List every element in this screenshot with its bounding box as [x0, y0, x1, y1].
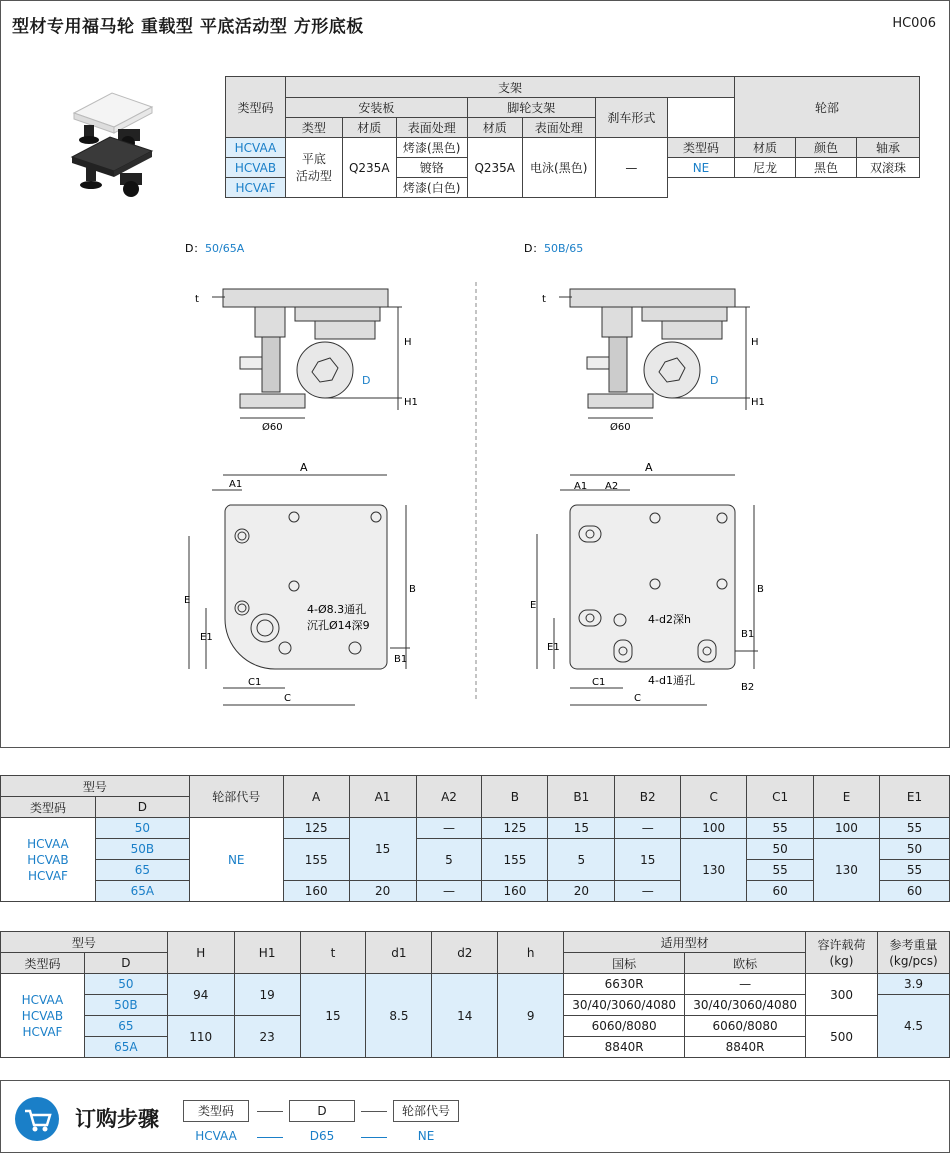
cell: 6060/8080: [564, 1016, 685, 1037]
right-D: D: [710, 374, 719, 387]
cell: 6630R: [564, 974, 685, 995]
load-th-eu: 欧标: [685, 953, 806, 974]
dim-th-A1: A1: [349, 776, 416, 818]
cell: 50: [879, 839, 949, 860]
cell: —: [615, 881, 681, 902]
dim-th-B2: B2: [615, 776, 681, 818]
wheel-th-code: 类型码: [667, 138, 734, 158]
dim-D: 50: [95, 818, 189, 839]
top-view-right: [537, 475, 758, 705]
th-typecode: 类型码: [226, 77, 286, 138]
step-box-wheelcode: 轮部代号: [393, 1100, 459, 1122]
right-H1: H1: [751, 397, 765, 408]
step-val-wheelcode: NE: [417, 1129, 435, 1143]
left-hole-note2: 沉孔Ø14深9: [307, 619, 370, 632]
wheel-bearing: 双滚珠: [856, 158, 919, 178]
cell: 300: [806, 974, 878, 1016]
spec-surface: 镀铬: [396, 158, 467, 178]
load-th-d2: d2: [432, 932, 498, 974]
cell: —: [416, 818, 482, 839]
dimension-table: [0, 775, 950, 902]
cell: 55: [747, 818, 814, 839]
cell: 130: [814, 839, 880, 902]
spec-surface: 烤漆(黑色): [396, 138, 467, 158]
load-D: 65A: [84, 1037, 167, 1058]
load-D: 50B: [84, 995, 167, 1016]
step-dash: [257, 1111, 283, 1112]
page-title: 型材专用福马轮 重载型 平底活动型 方形底板: [12, 17, 364, 37]
cell: 14: [432, 974, 498, 1058]
dim-th-D: D: [95, 797, 189, 818]
cell: 30/40/3060/4080: [685, 995, 806, 1016]
left-B: B: [409, 584, 416, 595]
load-th-weight: 参考重量 (kg/pcs): [877, 932, 949, 974]
dim-D: 65: [95, 860, 189, 881]
cell: 94: [167, 974, 234, 1016]
spec-surface: 烤漆(白色): [396, 178, 467, 198]
dim-th-B1: B1: [548, 776, 615, 818]
left-D: D: [362, 374, 371, 387]
cell: 19: [234, 974, 300, 1016]
cell: —: [615, 818, 681, 839]
cell: 125: [283, 818, 349, 839]
left-t: t: [195, 294, 199, 305]
cell: 125: [482, 818, 548, 839]
right-C: C: [634, 693, 641, 704]
load-th-h: h: [498, 932, 564, 974]
cell: 15: [615, 839, 681, 881]
th-caster: 脚轮支架: [467, 98, 595, 118]
dim-th-wheelcode: 轮部代号: [189, 776, 283, 818]
order-title: 订购步骤: [75, 1107, 159, 1131]
right-B: B: [757, 584, 764, 595]
th-type: 类型: [285, 118, 342, 138]
left-A1: A1: [229, 479, 243, 490]
left-d-value: 50/65A: [205, 242, 245, 255]
left-E1: E1: [200, 632, 213, 643]
wheel-th-bearing: 轴承: [856, 138, 919, 158]
left-H1: H1: [404, 397, 418, 408]
dim-th-E: E: [814, 776, 880, 818]
wheel-color: 黑色: [795, 158, 856, 178]
spec-material2: Q235A: [467, 138, 522, 198]
step-dash: [361, 1111, 387, 1112]
cell: 160: [283, 881, 349, 902]
right-d-label: D：: [524, 242, 544, 255]
step-box-D: D: [289, 1100, 355, 1122]
left-H: H: [404, 337, 412, 348]
load-th-d1: d1: [366, 932, 432, 974]
right-dia: Ø60: [610, 422, 631, 433]
cell: 9: [498, 974, 564, 1058]
right-A1: A1: [574, 481, 588, 492]
order-steps: [0, 1080, 950, 1153]
load-th-H: H: [167, 932, 234, 974]
right-A: A: [645, 461, 653, 474]
load-th-t: t: [300, 932, 366, 974]
right-E1: E1: [547, 642, 560, 653]
side-view-left: [212, 289, 402, 418]
cell: 130: [681, 839, 747, 902]
load-codes: HCVAA HCVAB HCVAF: [1, 974, 85, 1058]
cell: 8840R: [564, 1037, 685, 1058]
cell: 8.5: [366, 974, 432, 1058]
wheel-code: NE: [667, 158, 734, 178]
th-material: 材质: [342, 118, 396, 138]
th-mount: 安装板: [285, 98, 467, 118]
dim-th-A: A: [283, 776, 349, 818]
left-B1: B1: [394, 654, 408, 665]
cell: 6060/8080: [685, 1016, 806, 1037]
load-th-model: 型号: [1, 932, 168, 953]
cell: 15: [300, 974, 366, 1058]
left-C1: C1: [248, 677, 262, 688]
step-dash: [361, 1137, 387, 1138]
dim-codes: HCVAA HCVAB HCVAF: [1, 818, 96, 902]
dim-wheel: NE: [189, 818, 283, 902]
load-th-H1: H1: [234, 932, 300, 974]
dim-th-B: B: [482, 776, 548, 818]
dim-D: 50B: [95, 839, 189, 860]
right-t: t: [542, 294, 546, 305]
cart-icon: [15, 1097, 59, 1141]
left-E: E: [184, 595, 191, 606]
dim-D: 65A: [95, 881, 189, 902]
load-D: 50: [84, 974, 167, 995]
cell: 60: [879, 881, 949, 902]
cell: 155: [283, 839, 349, 881]
dim-th-model: 型号: [1, 776, 190, 797]
wheel-th-material: 材质: [735, 138, 796, 158]
cell: —: [685, 974, 806, 995]
cell: 15: [548, 818, 615, 839]
th-wheel: 轮部: [735, 77, 920, 138]
cell: 55: [879, 818, 949, 839]
cell: 160: [482, 881, 548, 902]
left-A: A: [300, 461, 308, 474]
th-surface2: 表面处理: [522, 118, 595, 138]
left-dia: Ø60: [262, 422, 283, 433]
cell: 5: [548, 839, 615, 881]
cell: 23: [234, 1016, 300, 1058]
right-d-value: 50B/65: [544, 242, 584, 255]
right-B1: B1: [741, 629, 755, 640]
load-D: 65: [84, 1016, 167, 1037]
cell: 30/40/3060/4080: [564, 995, 685, 1016]
left-C: C: [284, 693, 291, 704]
right-B2: B2: [741, 682, 755, 693]
left-hole-note1: 4-Ø8.3通孔: [307, 603, 367, 616]
load-table: [0, 931, 950, 1058]
dim-th-typecode: 类型码: [1, 797, 96, 818]
dim-th-A2: A2: [416, 776, 482, 818]
right-d2-note: 4-d2深h: [648, 613, 691, 626]
step-dash: [257, 1137, 283, 1138]
load-th-typecode: 类型码: [1, 953, 85, 974]
load-th-D: D: [84, 953, 167, 974]
cell: 100: [814, 818, 880, 839]
step-val-typecode: HCVAA: [195, 1129, 237, 1143]
cell: 155: [482, 839, 548, 881]
cell: 100: [681, 818, 747, 839]
right-d1-note: 4-d1通孔: [648, 674, 695, 687]
right-C1: C1: [592, 677, 606, 688]
spec-code: HCVAB: [226, 158, 286, 178]
cell: 5: [416, 839, 482, 881]
cell: 20: [548, 881, 615, 902]
spec-type: 平底 活动型: [285, 138, 342, 198]
th-surface: 表面处理: [396, 118, 467, 138]
th-brake: 刹车形式: [595, 98, 667, 138]
right-E: E: [530, 600, 537, 611]
top-view-left: [189, 475, 410, 705]
load-th-profile: 适用型材: [564, 932, 806, 953]
product-code: HC006: [892, 16, 936, 31]
cell: 20: [349, 881, 416, 902]
spec-code: HCVAA: [226, 138, 286, 158]
load-th-load: 容许载荷 (kg): [806, 932, 878, 974]
step-val-D: D65: [309, 1129, 335, 1143]
right-H: H: [751, 337, 759, 348]
spec-material: Q235A: [342, 138, 396, 198]
wheel-th-color: 颜色: [795, 138, 856, 158]
dim-th-C1: C1: [747, 776, 814, 818]
cell: 110: [167, 1016, 234, 1058]
load-th-gb: 国标: [564, 953, 685, 974]
th-bracket: 支架: [285, 77, 734, 98]
spec-code: HCVAF: [226, 178, 286, 198]
cell: 4.5: [877, 995, 949, 1058]
cell: 60: [747, 881, 814, 902]
right-A2: A2: [605, 481, 619, 492]
wheel-material: 尼龙: [735, 158, 796, 178]
cell: 8840R: [685, 1037, 806, 1058]
cell: —: [416, 881, 482, 902]
left-d-label: D：: [185, 242, 205, 255]
dim-th-E1: E1: [879, 776, 949, 818]
side-view-right: [559, 289, 750, 418]
cell: 15: [349, 818, 416, 881]
cell: 500: [806, 1016, 878, 1058]
cell: 50: [747, 839, 814, 860]
spec-surface2: 电泳(黑色): [522, 138, 595, 198]
cell: 55: [879, 860, 949, 881]
spec-brake: —: [595, 138, 667, 198]
th-material2: 材质: [467, 118, 522, 138]
step-box-typecode: 类型码: [183, 1100, 249, 1122]
cell: 55: [747, 860, 814, 881]
dim-th-C: C: [681, 776, 747, 818]
cell: 3.9: [877, 974, 949, 995]
